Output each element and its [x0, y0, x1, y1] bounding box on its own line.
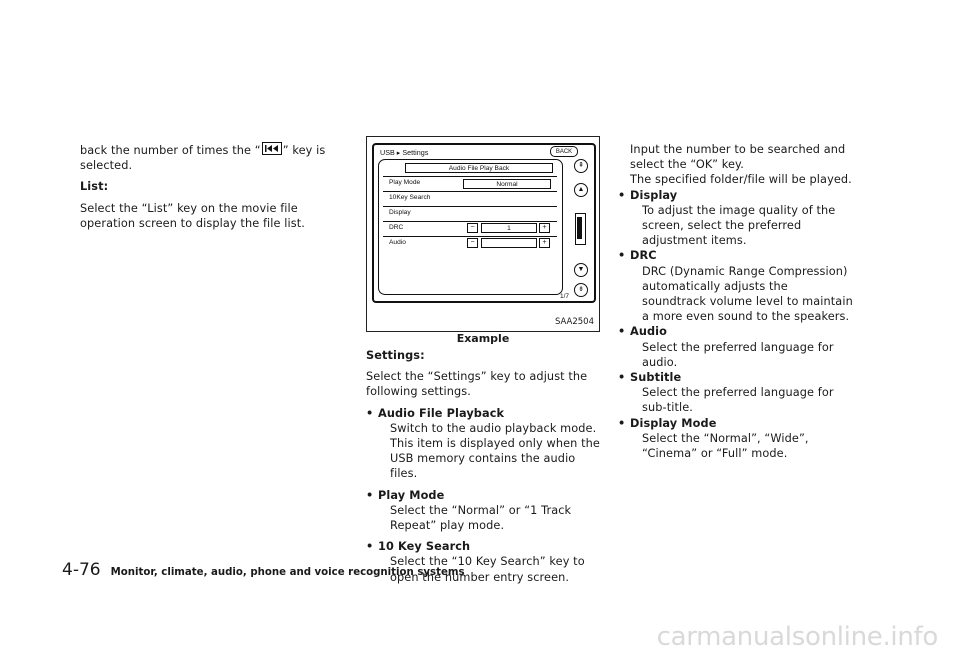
row-divider — [383, 176, 557, 177]
item-body: Select the preferred language for audio. — [642, 340, 834, 369]
page-up-icon[interactable]: ▲ — [574, 183, 588, 197]
settings-screen — [372, 143, 596, 303]
scroll-thumb-fill — [577, 217, 582, 239]
watermark: carmanualsonline.info — [656, 622, 938, 652]
settings-intro: Select the “Settings” key to adjust the following settings. — [366, 370, 588, 399]
list-item: • Audio File Playback Switch to the audio playback mode. This item is displayed only when the USB memory contains the audio files. — [366, 406, 602, 482]
audio-minus-button[interactable]: − — [467, 238, 478, 248]
page-indicator: 1/7 — [559, 293, 569, 300]
item-body: DRC (Dynamic Range Compression) automatically adjusts the soundtrack volume level to maintain a more even sound to the speakers. — [642, 264, 853, 324]
list-item: • 10 Key Search Select the “10 Key Search” key to open the number entry screen. — [366, 539, 602, 585]
audio-value — [481, 238, 537, 248]
10key-search-label[interactable]: 10Key Search — [389, 194, 431, 201]
row-divider — [383, 191, 557, 192]
list-item: • Display To adjust the image quality of the screen, select the preferred adjustment items. — [618, 188, 854, 249]
row-divider — [383, 236, 557, 237]
list-heading: List: — [80, 180, 109, 194]
item-body: To adjust the image quality of the screen, select the preferred adjustment items. — [642, 203, 836, 248]
right-column — [618, 142, 854, 461]
scroll-up-icon[interactable]: ⇞ — [574, 159, 588, 173]
item-title: Subtitle — [630, 371, 682, 385]
drc-value: 1 — [481, 223, 537, 233]
list-item: • Subtitle Select the preferred language for sub-title. — [618, 370, 854, 416]
row-divider — [383, 221, 557, 222]
breadcrumb: USB ▸ Settings — [380, 148, 429, 157]
item-title: Audio — [630, 325, 668, 339]
item-title: 10 Key Search — [378, 540, 471, 554]
item-title: Display — [630, 188, 678, 202]
item-body: Select the “Normal” or “1 Track Repeat” play mode. — [390, 503, 572, 533]
scroll-down-icon[interactable]: ⇟ — [574, 283, 588, 297]
audio-plus-button[interactable]: + — [539, 238, 550, 248]
item-body: Select the “10 Key Search” key to open the number entry screen. — [390, 555, 585, 584]
drc-label: DRC — [389, 224, 404, 231]
continuation-text: The specified folder/file will be played. — [630, 173, 852, 187]
page-footer — [62, 560, 465, 580]
drc-minus-button[interactable]: − — [467, 223, 478, 233]
item-body: Switch to the audio playback mode. This item is displayed only when the USB memory contains the audio files. — [390, 421, 600, 481]
item-title: Play Mode — [378, 488, 445, 502]
list-item: • Display Mode Select the “Normal”, “Wide”, “Cinema” or “Full” mode. — [618, 416, 854, 462]
text-fragment: ” key is selected. — [80, 144, 326, 173]
left-column — [80, 142, 350, 231]
list-paragraph: Select the “List” key on the movie file operation screen to display the file list. — [80, 201, 305, 230]
list-item: • DRC DRC (Dynamic Range Compression) automatically adjusts the soundtrack volume level to maintain a more even sound to the speakers. — [618, 249, 853, 324]
audio-label: Audio — [389, 239, 406, 246]
settings-heading: Settings: — [366, 349, 425, 362]
figure-id: SAA2504 — [554, 317, 594, 327]
list-item: • Audio Select the preferred language for audio. — [618, 324, 854, 370]
back-button[interactable]: BACK — [550, 146, 578, 157]
settings-panel — [378, 159, 563, 295]
item-body: Select the “Normal”, “Wide”, “Cinema” or “Full” mode. — [642, 431, 809, 461]
previous-track-key-icon — [262, 142, 282, 155]
text-fragment: back the number of times the “ — [80, 144, 261, 157]
play-mode-label[interactable]: Play Mode — [389, 179, 421, 186]
drc-plus-button[interactable]: + — [539, 223, 550, 233]
middle-column — [366, 348, 602, 585]
item-title: DRC — [630, 249, 657, 263]
play-mode-value[interactable]: Normal — [463, 179, 551, 189]
settings-screen-figure — [366, 136, 600, 332]
row-divider — [383, 206, 557, 207]
section-title: Monitor, climate, audio, phone and voice recognition systems — [110, 567, 465, 578]
scrollbar[interactable] — [572, 159, 590, 295]
paragraph-continuation — [80, 142, 350, 173]
continuation-text: Input the number to be searched and select the “OK” key. — [630, 143, 846, 172]
page-number: 4-76 — [62, 560, 101, 580]
figure-caption: Example — [456, 332, 510, 345]
item-title: Display Mode — [630, 416, 717, 430]
item-body: Select the preferred language for sub-title. — [642, 386, 834, 415]
display-label[interactable]: Display — [389, 209, 411, 216]
audio-file-playback-button[interactable]: Audio File Play Back — [405, 163, 553, 173]
page-down-icon[interactable]: ▼ — [574, 263, 588, 277]
list-item: • Play Mode Select the “Normal” or “1 Track Repeat” play mode. — [366, 488, 602, 534]
item-title: Audio File Playback — [378, 406, 505, 420]
